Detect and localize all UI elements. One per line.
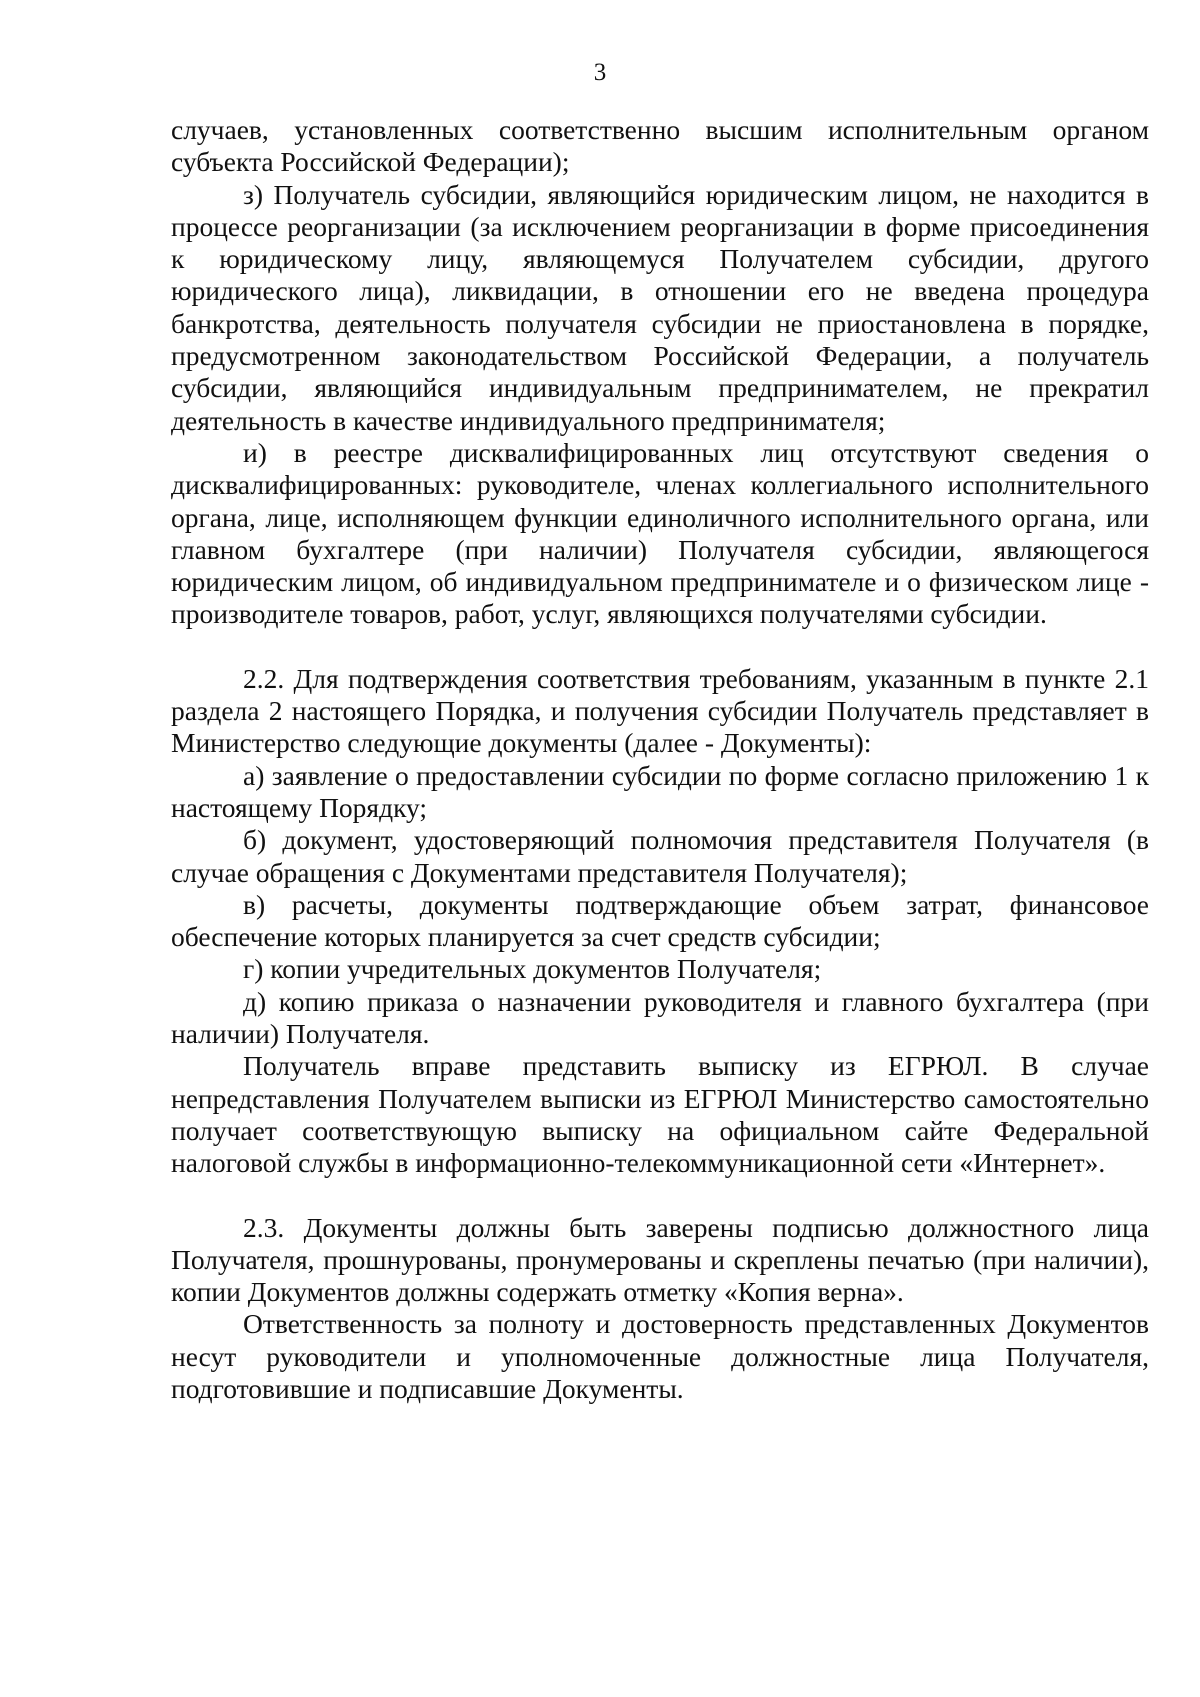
paragraph-responsibility: Ответственность за полноту и достоверность представленных Документов несут руководители и уполномоченные должностные лица Получателя, подготовившие и подписавшие Документы. bbox=[171, 1308, 1149, 1404]
paragraph-item-z: з) Получатель субсидии, являющийся юридическим лицом, не находится в процессе реорганизации (за исключением реорганизации в форме присоединения к юридическому лицу, являющемуся Получателем субсидии, другого юридического лица), ликвидации, в отношении его не введена процедура банкротства, деятельность получателя субсидии не приостановлена в порядке, предусмотренном законодательством Российской Федерации, а получатель субсидии, являющийся индивидуальным предпринимателем, не прекратил деятельность в качестве индивидуального предпринимателя; bbox=[171, 178, 1149, 436]
page-number: 3 bbox=[593, 59, 607, 86]
paragraph-continuation: случаев, установленных соответственно высшим исполнительным органом субъекта Российской Федерации); bbox=[171, 114, 1149, 178]
paragraph-egrul: Получатель вправе представить выписку из ЕГРЮЛ. В случае непредставления Получателем выписки из ЕГРЮЛ Министерство самостоятельно получает соответствующую выписку на официальном сайте Федеральной налоговой службы в информационно-телекоммуникационной сети «Интернет». bbox=[171, 1050, 1149, 1179]
paragraph-section-2-3: 2.3. Документы должны быть заверены подписью должностного лица Получателя, прошнурованы, пронумерованы и скреплены печатью (при наличии), копии Документов должны содержать отметку «Копия верна». bbox=[171, 1211, 1149, 1308]
paragraph-item-g: г) копии учредительных документов Получателя; bbox=[243, 953, 822, 985]
paragraph-item-v: в) расчеты, документы подтверждающие объем затрат, финансовое обеспечение которых планируется за счет средств субсидии; bbox=[171, 888, 1149, 953]
paragraph-item-i: и) в реестре дисквалифицированных лиц отсутствуют сведения о дисквалифицированных: руководителе, членах коллегиального исполнительного органа, лице, исполняющем функции единоличного исполнительного органа, или главном бухгалтере (при наличии) Получателя субсидии, являющегося юридическим лицом, об индивидуальном предпринимателе и о физическом лице - производителе товаров, работ, услуг, являющихся получателями субсидии. bbox=[171, 436, 1149, 630]
paragraph-item-d: д) копию приказа о назначении руководителя и главного бухгалтера (при наличии) Получателя. bbox=[171, 985, 1149, 1050]
paragraph-item-b: б) документ, удостоверяющий полномочия представителя Получателя (в случае обращения с Документами представителя Получателя); bbox=[171, 824, 1149, 888]
paragraph-section-2-2: 2.2. Для подтверждения соответствия требованиям, указанным в пункте 2.1 раздела 2 настоящего Порядка, и получения субсидии Получатель представляет в Министерство следующие документы (далее - Документы): bbox=[171, 662, 1149, 759]
document-body bbox=[171, 114, 1149, 1405]
paragraph-item-a: а) заявление о предоставлении субсидии по форме согласно приложению 1 к настоящему Порядку; bbox=[171, 759, 1149, 823]
